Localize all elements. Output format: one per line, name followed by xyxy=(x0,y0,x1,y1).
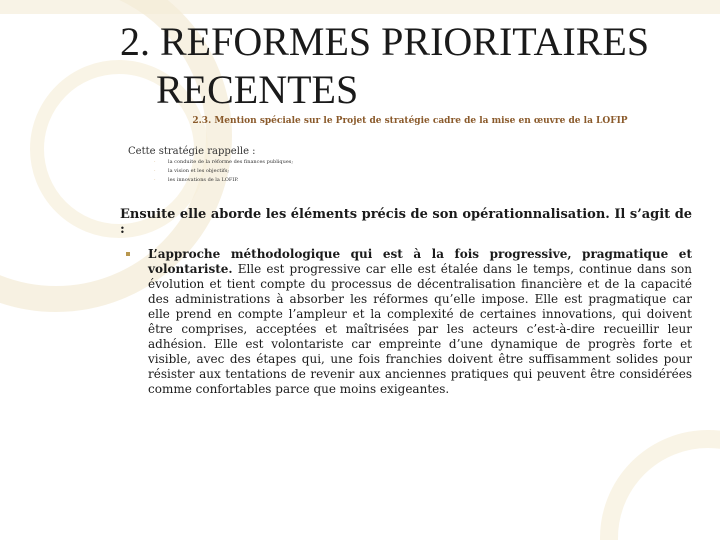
bullet-heading: L’approche méthodologique qui est à la fois progressive, pragmatique et volontariste. xyxy=(148,247,692,276)
bullet-square-icon xyxy=(126,252,130,256)
title-line-1: 2. REFORMES PRIORITAIRES xyxy=(120,19,650,64)
title-line-2: RECENTES xyxy=(156,67,359,112)
list-item: · la vision et les objectifs; xyxy=(160,167,293,176)
bullet-paragraph xyxy=(148,247,692,397)
bullet-item xyxy=(126,247,692,397)
recall-list xyxy=(160,158,293,185)
decorative-ring xyxy=(600,430,720,540)
list-item: · les innovations de la LOFIP. xyxy=(160,176,293,185)
slide-title xyxy=(120,18,700,114)
list-item: · la conduite de la réforme des finances publiques; xyxy=(160,158,293,167)
bullet-body: Elle est progressive car elle est étalée dans le temps, continue dans son évolution et tient compte du processus de décentralisation financière et de la capacité des administrations à absorber les réformes qu’elle impose. Elle est pragmatique car elle prend en compte l’ampleur et la complexité de certaines innovations, qui doivent être comprises, acceptées et maîtrisées par les acteurs c’est-à-dire recueillir leur adhésion. Elle est volontariste car empreinte d’une dynamique de progrès forte et visible, avec des étapes qui, une fois franchies doivent être suffisamment solides pour résister aux tentations de revenir aux anciennes pratiques qui peuvent être considérées comme confortables parce que moins exigeantes. xyxy=(148,262,692,396)
section-subtitle: 2.3. Mention spéciale sur le Projet de stratégie cadre de la mise en œuvre de la LOFIP xyxy=(192,116,628,126)
lead-paragraph: Ensuite elle aborde les éléments précis de son opérationnalisation. Il s’agit de : xyxy=(120,207,693,237)
intro-text: Cette stratégie rappelle : xyxy=(128,146,256,157)
